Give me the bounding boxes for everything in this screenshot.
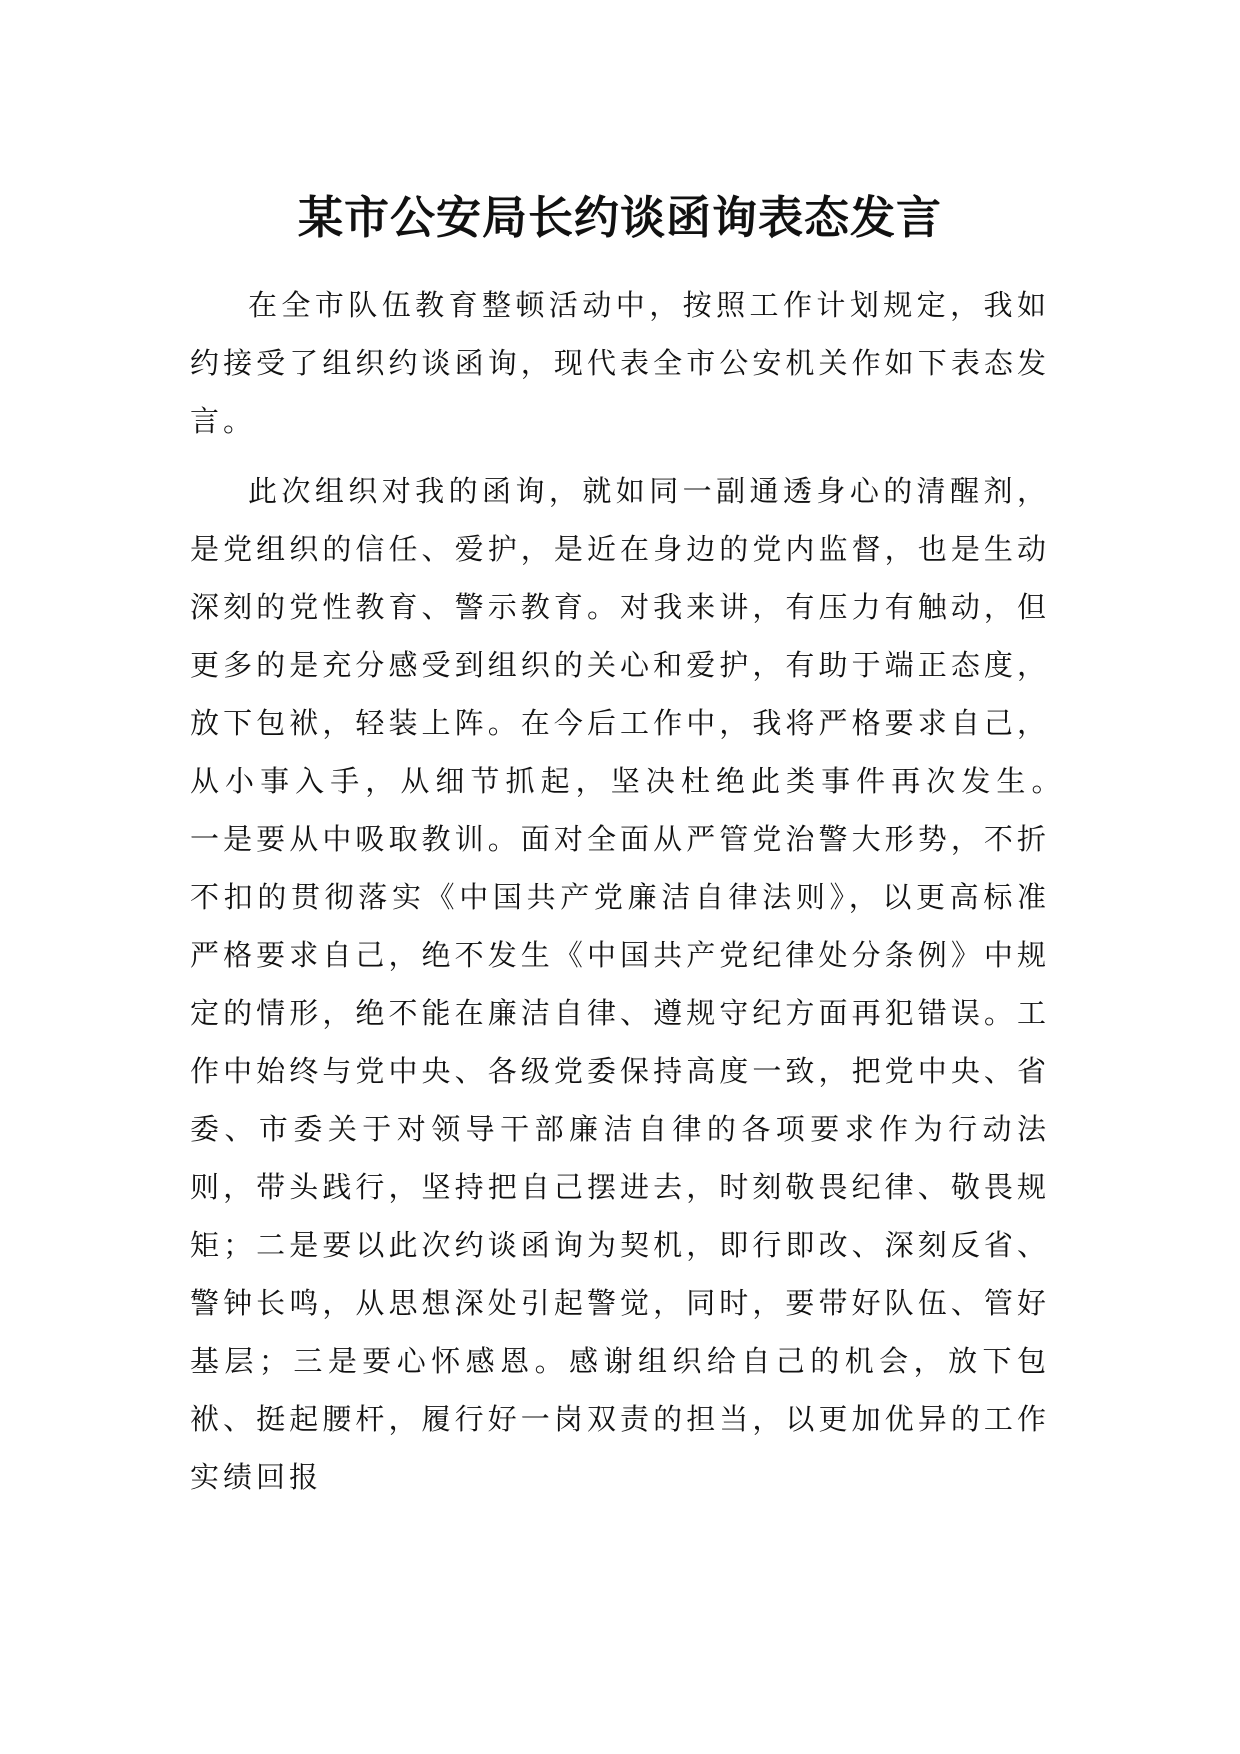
document-title: 某市公安局长约谈函询表态发言 <box>297 191 942 244</box>
paragraph-main: 此次组织对我的函询，就如同一副通透身心的清醒剂，是党组织的信任、爱护，是近在身边的党内监督，也是生动深刻的党性教育、警示教育。对我来讲，有压力有触动，但更多的是充分感受到组织的关心和爱护，有助于端正态度，放下包袱，轻装上阵。在今后工作中，我将严格要求自己，从小事入手，从细节抓起，坚决杜绝此类事件再次发生。 一是要从中吸取教训。面对全面从严管党治警大形势，不折不扣的贯彻落实《中国共产党廉洁自律法则》，以更高标准严格要求自己，绝不发生《中国共产党纪律处分条例》中规定的情形，绝不能在廉洁自律、遵规守纪方面再犯错误。工作中始终与党中央、各级党委保持高度一致，把党中央、省委、市委关于对领导干部廉洁自律的各项要求作为行动法则，带头践行，坚持把自己摆进去，时刻敬畏纪律、敬畏规矩；二是要以此次约谈函询为契机，即行即改、深刻反省、警钟长鸣，从思想深处引起警觉，同时，要带好队伍、管好基层；三是要心怀感恩。感谢组织给自己的机会，放下包袱、挺起腰杆，履行好一岗双责的担当，以更加优异的工作实绩回报 <box>190 474 1084 1494</box>
paragraph-intro: 在全市队伍教育整顿活动中，按照工作计划规定，我如约接受了组织约谈函询，现代表全市公安机关作如下表态发言。 <box>190 288 1050 438</box>
document-body <box>190 276 1084 1506</box>
